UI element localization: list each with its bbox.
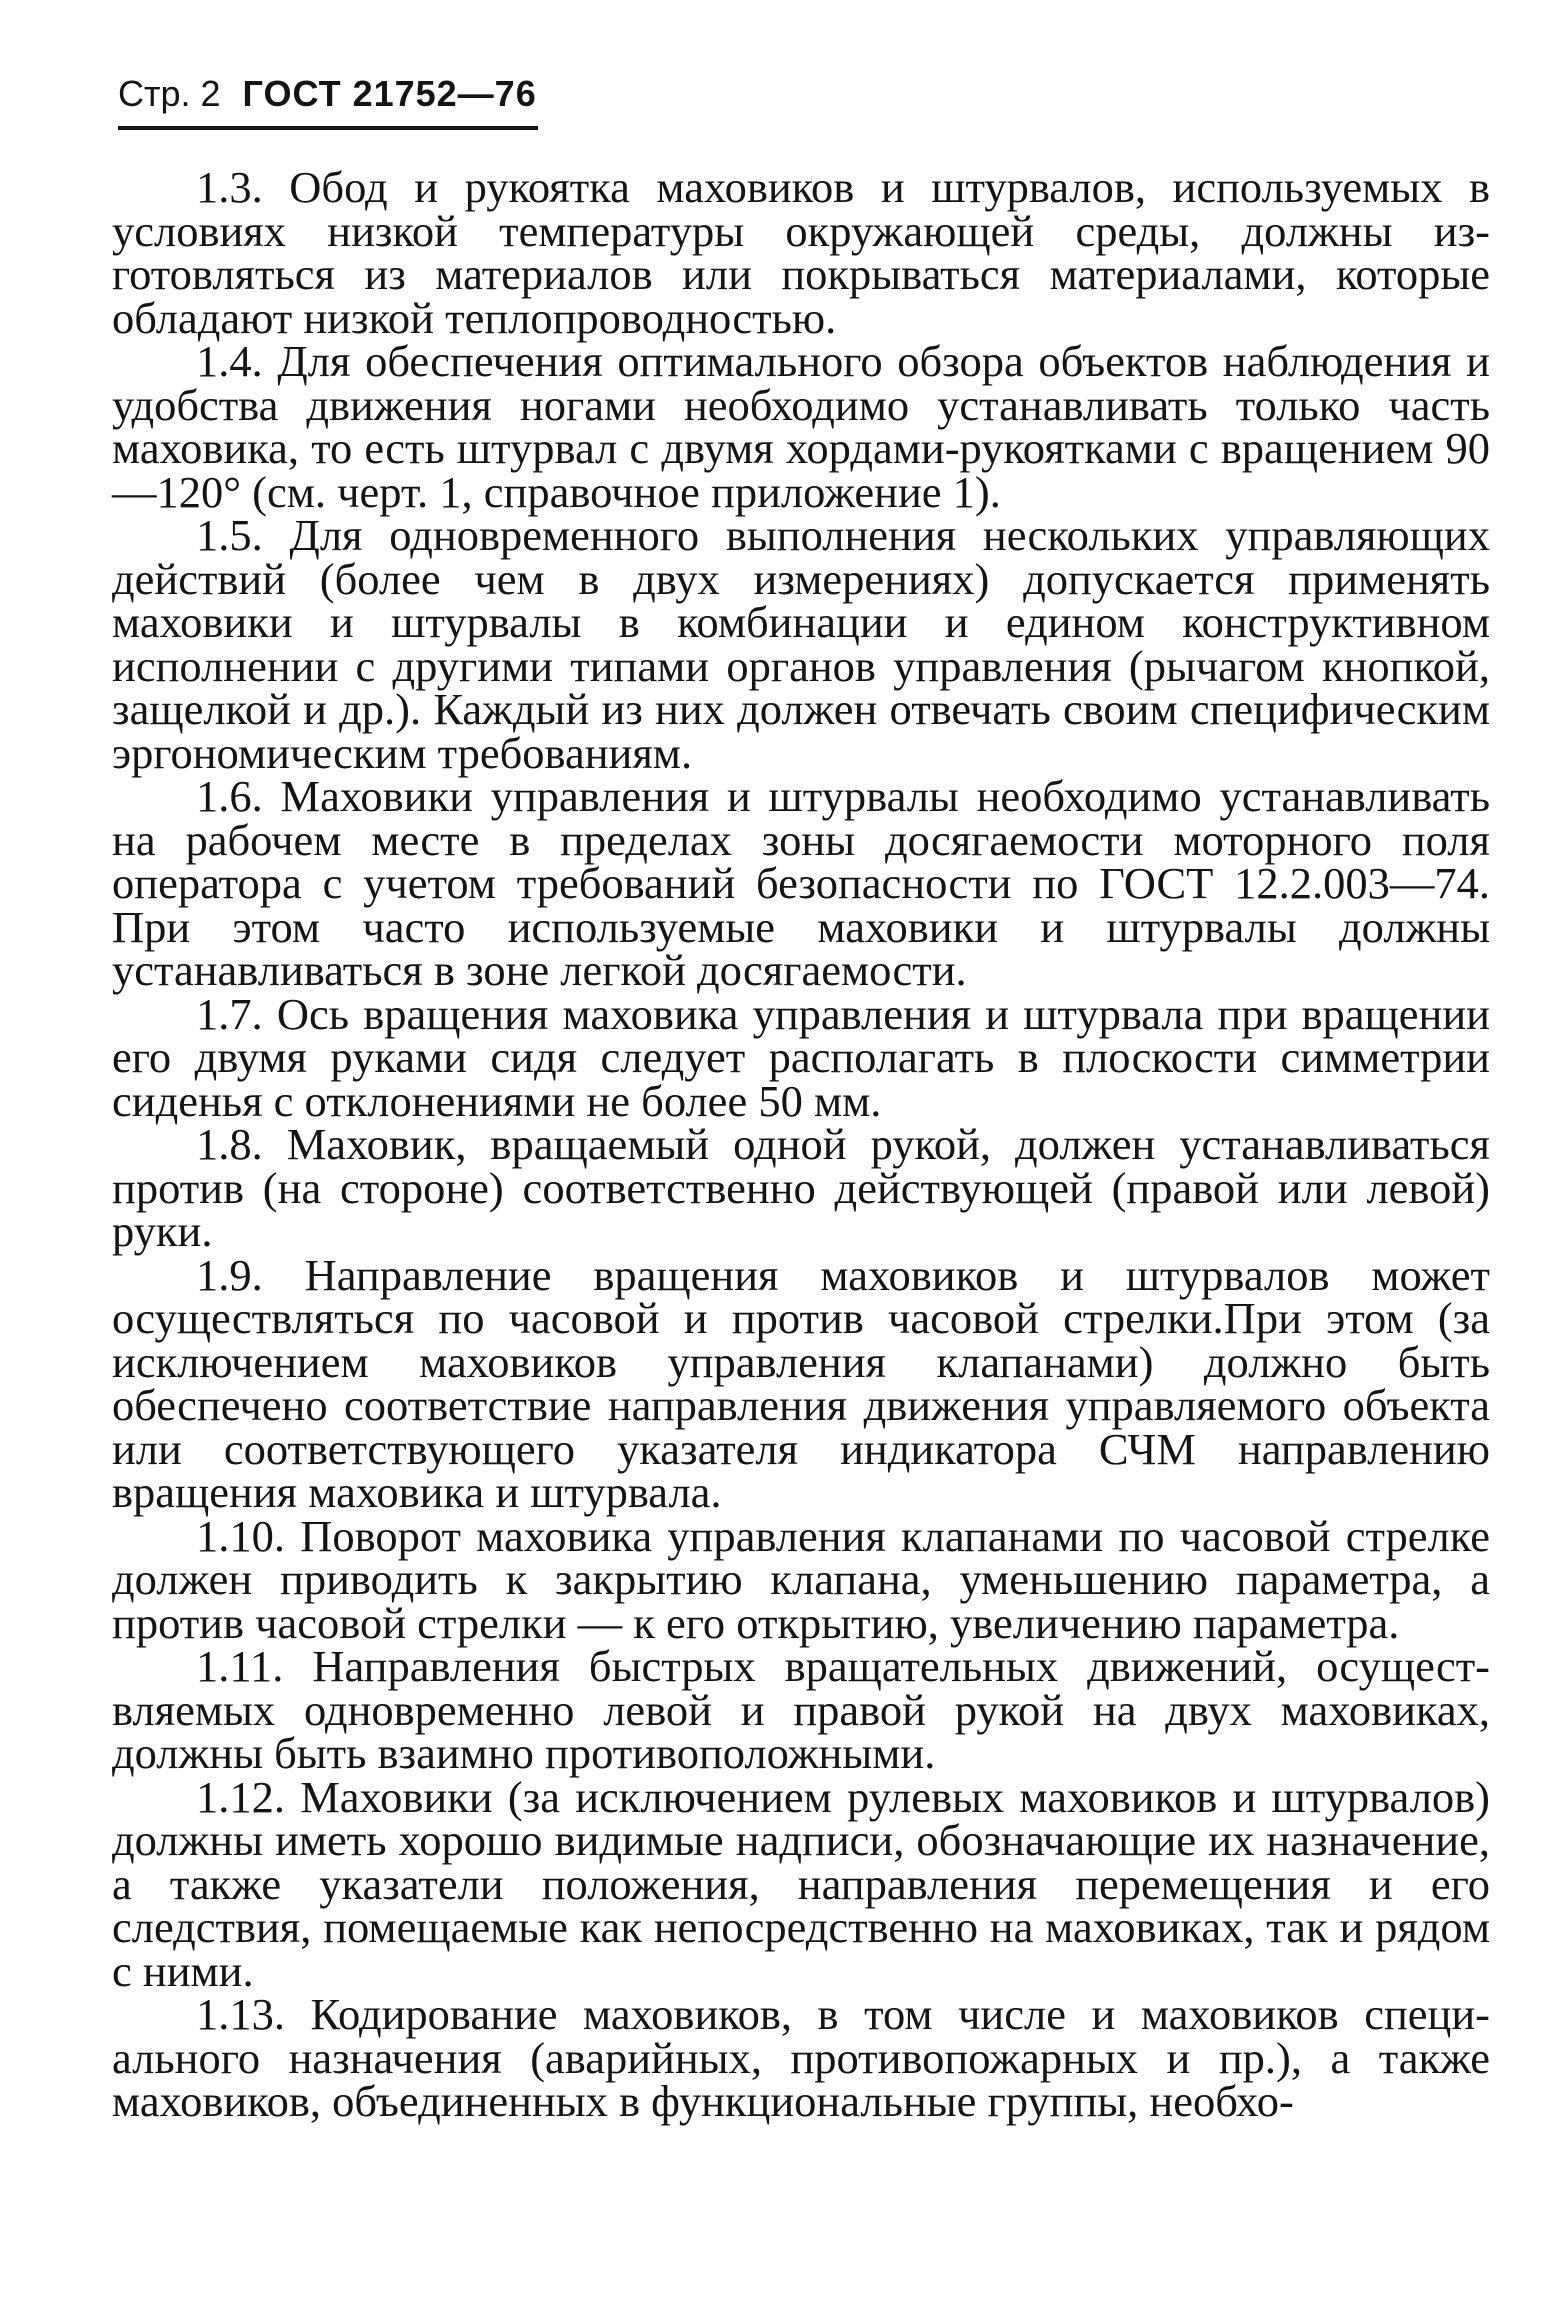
clause-1-4: 1.4. Для обеспечения оптимального обзора объектов наблюдения и удобства движения ногами необходимо устанавливать только часть маховика, то есть штурвал с двумя хордами-рукоятками с вращением 90—120° (см. черт. 1, справочное приложение 1). [112, 336, 1490, 517]
clause-1-9: 1.9. Направление вращения маховиков и штурвалов может осуществляться по часовой и против часовой стрелки.При этом (за исключением маховиков управления клапанами) должно быть обеспечено соответствие направления движения управляемого объекта или соответствующего указателя индикатора СЧМ направлению вращения маховика и штурвала. [112, 1249, 1490, 1517]
clause-1-5: 1.5. Для одновременного выполнения нескольких управляющих действий (более чем в двух измерениях) допускается применять маховики и штурвалы в комбинации и едином конструктивном исполнении с другими типами органов управления (рычагом кнопкой, защелкой и др.). Каждый из них должен отвечать своим специфическим эргономическим требованиям. [112, 510, 1490, 778]
clause-1-7: 1.7. Ось вращения маховика управления и штурвала при вращении его двумя руками сидя следует располагать в плоскости симметрии сиденья с отклонениями не более 50 мм. [112, 988, 1490, 1126]
clause-1-3: 1.3. Обод и рукоятка маховиков и штурвалов, используемых в условиях низкой температуры окружающей среды, должны изготовляться из материалов или покрываться материалами, которые обладают низкой теплопроводностью. [112, 162, 1490, 343]
standard-designation: ГОСТ 21752—76 [242, 73, 537, 114]
clause-1-10: 1.10. Поворот маховика управления клапанами по часовой стрелке должен приводить к закрытию клапана, уменьшению параметра, а против часовой стрелки — к его открытию, увеличению параметра. [112, 1510, 1490, 1648]
clause-1-6: 1.6. Маховики управления и штурвалы необходимо устанавливать на рабочем месте в пределах зоны досягаемости моторного поля оператора с учетом требований безопасности по ГОСТ 12.2.003—74. При этом часто используемые маховики и штурвалы должны устанавливаться в зоне легкой досягаемости. [112, 771, 1490, 995]
clause-1-11: 1.11. Направления быстрых вращательных движений, осуществляемых одновременно левой и правой рукой на двух маховиках, должны быть взаимно противоположными. [112, 1641, 1490, 1778]
clause-1-12: 1.12. Маховики (за исключением рулевых маховиков и штурвалов) должны иметь хорошо видимые надписи, обозначающие их назначение, а также указатели положения, направления перемещения и его следствия, помещаемые как непосредственно на маховиках, так и рядом с ними. [112, 1771, 1490, 1996]
header-rule [118, 126, 538, 130]
page-header [118, 72, 538, 132]
page-number: Стр. 2 [118, 73, 221, 114]
header-line [118, 72, 537, 116]
clause-1-13: 1.13. Кодирование маховиков, в том числе и маховиков специального назначения (аварийных, противопожарных и пр.), а также маховиков, объединенных в функциональные группы, необхо- [112, 1989, 1490, 2126]
clause-1-8: 1.8. Маховик, вращаемый одной рукой, должен устанавливаться против (на стороне) соответственно действующей (правой или левой) руки. [112, 1119, 1490, 1256]
document-body [112, 162, 1490, 2126]
